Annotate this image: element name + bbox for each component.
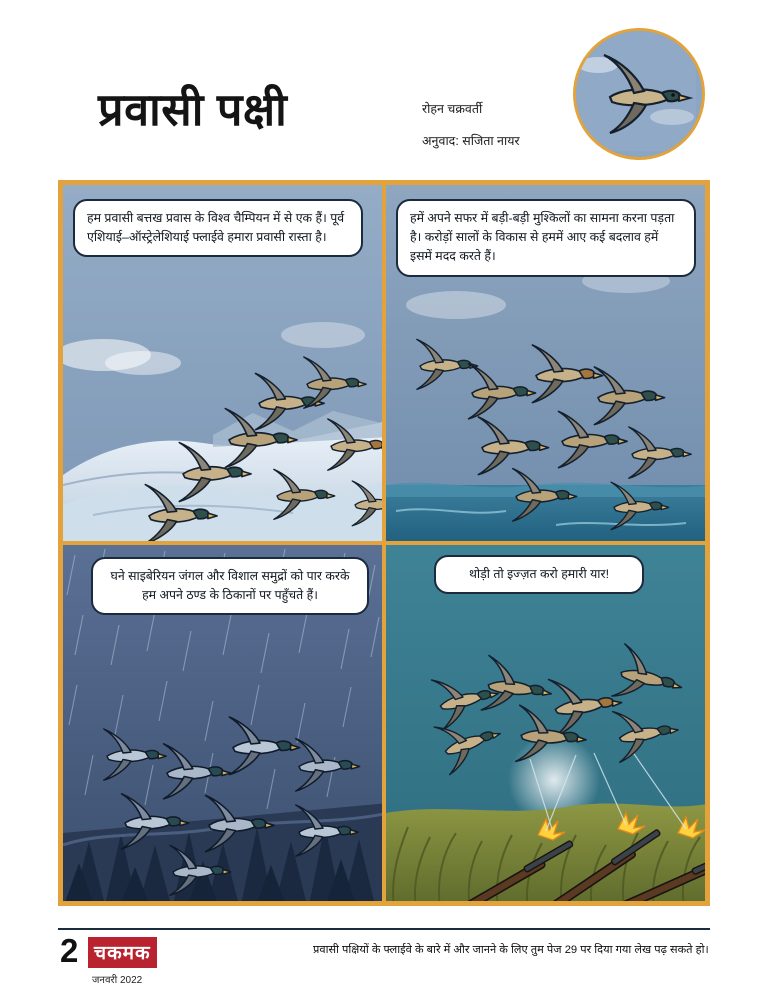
page-footer xyxy=(0,912,768,987)
panel-2-caption: हमें अपने सफर में बड़ी-बड़ी मुश्किलों का सामना करना पड़ता है। करोड़ों सालों के विकास से हममें आए कई बदलाव हमें इसमें मदद करते हैं। xyxy=(396,199,696,277)
footer-note: प्रवासी पक्षियों के फ्लाईवे के बारे में और जानने के लिए तुम पेज 29 पर दिया गया लेख पढ़ सकते हो। xyxy=(313,944,709,956)
magazine-mark xyxy=(88,937,157,986)
flying-bird-icon xyxy=(573,28,705,160)
translator-credit: अनुवाद: सजिता नायर xyxy=(422,134,520,148)
issue-date: जनवरी 2022 xyxy=(92,975,143,986)
footer-divider xyxy=(58,928,710,930)
author-credit: रोहन चक्रवर्ती xyxy=(422,102,483,116)
page-title: प्रवासी पक्षी xyxy=(98,84,288,135)
panel-1-caption: हम प्रवासी बत्तख प्रवास के विश्व चैम्पियन में से एक हैं। पूर्व एशियाई–ऑस्ट्रेलेशियाई फ्लाईवे हमारा प्रवासी रास्ता है। xyxy=(73,199,363,257)
comic-panel-2 xyxy=(384,183,707,543)
comic-grid xyxy=(58,180,710,906)
magazine-name: चकमक xyxy=(88,937,157,968)
panel-3-caption: घने साइबेरियन जंगल और विशाल समुद्रों को पार करके हम अपने ठण्ड के ठिकानों पर पहुँचते हैं। xyxy=(91,557,369,615)
comic-panel-4 xyxy=(384,543,707,903)
comic-panel-1 xyxy=(61,183,384,543)
page-number: 2 xyxy=(60,932,79,969)
page-header xyxy=(0,0,768,178)
comic-panel-3 xyxy=(61,543,384,903)
panel-4-caption: थोड़ी तो इज्ज़त करो हमारी यार! xyxy=(434,555,644,594)
